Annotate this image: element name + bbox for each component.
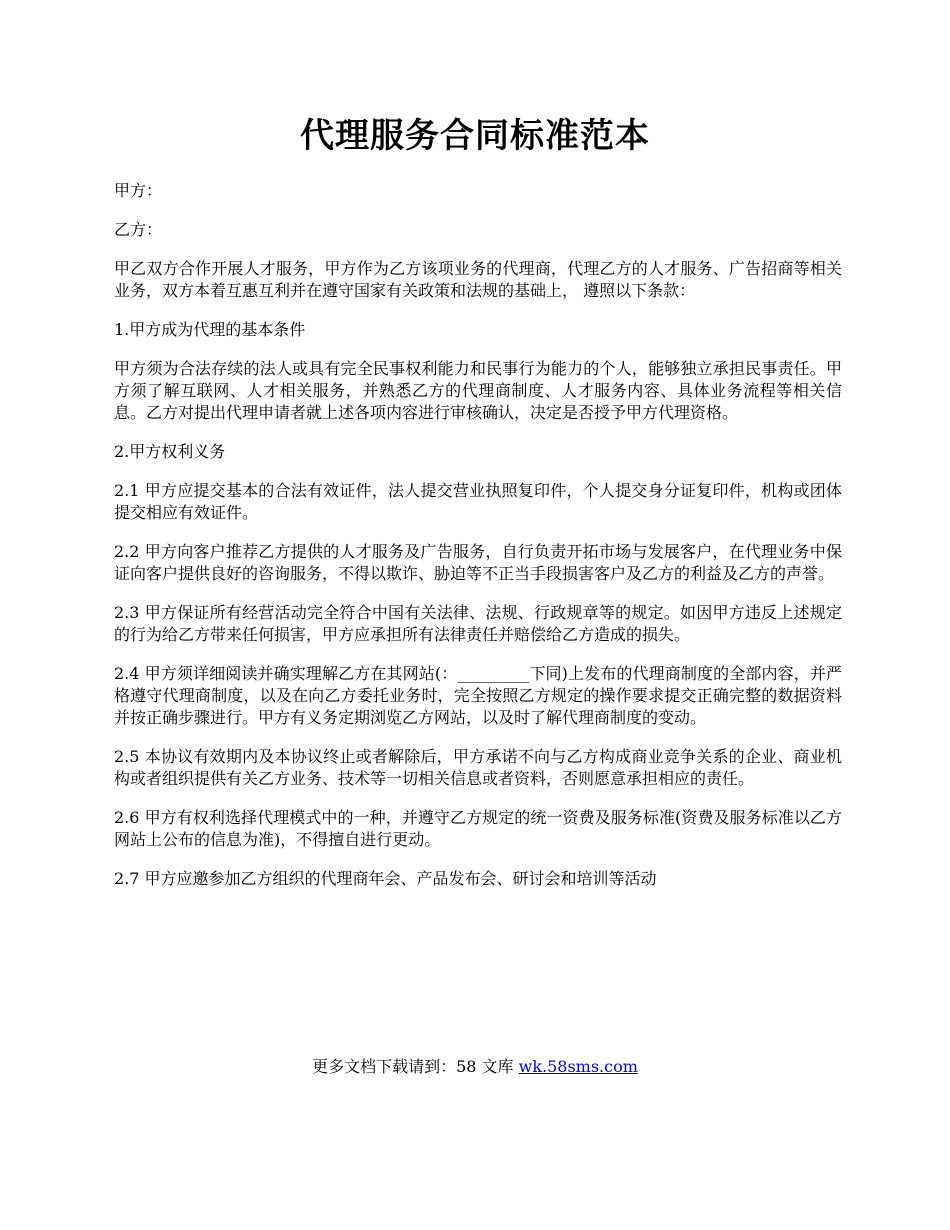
document-title: 代理服务合同标准范本 xyxy=(300,116,650,156)
section-heading-2: 2.甲方权利义务 xyxy=(114,442,226,461)
clause-2-7: 2.7 甲方应邀参加乙方组织的代理商年会、产品发布会、研讨会和培训等活动 xyxy=(114,869,657,888)
clause-2-5: 2.5 本协议有效期内及本协议终止或者解除后，甲方承诺不向与乙方构成商业竞争关系的企业、商业机构或者组织提供有关乙方业务、技术等一切相关信息或者资料，否则愿意承担相应的责任。 xyxy=(114,747,842,788)
clause-2-1: 2.1 甲方应提交基本的合法有效证件，法人提交营业执照复印件，个人提交身分证复印件，机构或团体提交相应有效证件。 xyxy=(114,481,842,522)
document-body xyxy=(114,180,842,907)
party-b-line: 乙方： xyxy=(114,220,163,239)
section-1-paragraph: 甲方须为合法存续的法人或具有完全民事权利能力和民事行为能力的个人，能够独立承担民事责任。甲方须了解互联网、人才相关服务，并熟悉乙方的代理商制度、人才服务内容、具体业务流程等相关信息。乙方对提出代理申请者就上述各项内容进行审核确认，决定是否授予甲方代理资格。 xyxy=(114,359,842,422)
footer-text: 更多文档下载请到：58 文库 xyxy=(312,1057,519,1076)
footer xyxy=(0,1056,950,1078)
clause-2-2: 2.2 甲方向客户推荐乙方提供的人才服务及广告服务，自行负责开拓市场与发展客户，在代理业务中保证向客户提供良好的咨询服务，不得以欺诈、胁迫等不正当手段损害客户及乙方的利益及乙方的声誉。 xyxy=(114,542,842,583)
intro-paragraph: 甲乙双方合作开展人才服务，甲方作为乙方该项业务的代理商，代理乙方的人才服务、广告招商等相关业务，双方本着互惠互利并在遵守国家有关政策和法规的基础上， 遵照以下条款： xyxy=(114,259,842,300)
section-heading-1: 1.甲方成为代理的基本条件 xyxy=(114,320,306,339)
clause-2-4: 2.4 甲方须详细阅读并确实理解乙方在其网站(：_________下同)上发布的代理商制度的全部内容，并严格遵守代理商制度，以及在向乙方委托业务时，完全按照乙方规定的操作要求提交正确完整的数据资料并按正确步骤进行。甲方有义务定期浏览乙方网站，以及时了解代理商制度的变动。 xyxy=(114,664,842,727)
party-a-line: 甲方： xyxy=(114,181,163,200)
footer-link[interactable]: wk.58sms.com xyxy=(518,1057,638,1076)
clause-2-6: 2.6 甲方有权利选择代理模式中的一种，并遵守乙方规定的统一资费及服务标准(资费及服务标准以乙方网站上公布的信息为准)，不得擅自进行更动。 xyxy=(114,808,842,849)
clause-2-3: 2.3 甲方保证所有经营活动完全符合中国有关法律、法规、行政规章等的规定。如因甲方违反上述规定的行为给乙方带来任何损害，甲方应承担所有法律责任并赔偿给乙方造成的损失。 xyxy=(114,603,842,644)
